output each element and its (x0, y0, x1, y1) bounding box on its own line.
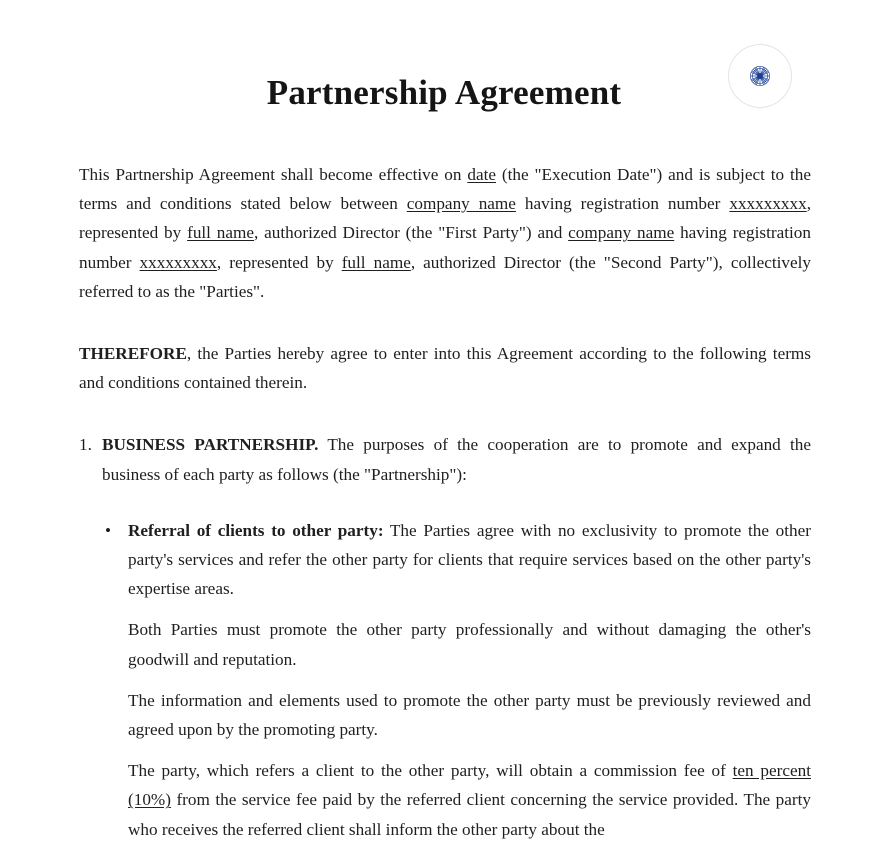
sub-paragraph-commission-wrap (79, 756, 811, 844)
bullet-1-heading: Referral of clients to other party: (128, 520, 384, 540)
intro-text-6: having registration number (79, 223, 811, 272)
spacer (79, 306, 811, 339)
sub-paragraph-goodwill: Both Parties must promote the other party professionally and without damaging the other's goodwill and reputation. (128, 620, 811, 669)
field-company-name-first[interactable]: company name (406, 194, 516, 214)
field-commission-percent[interactable]: ten percent (10%) (128, 761, 811, 810)
therefore-text: , the Parties hereby agree to enter into this Agreement according to the following terms and conditions contained therein. (79, 344, 811, 393)
commission-text-1: The party, which refers a client to the other party, will obtain a commission fee of (128, 761, 733, 781)
therefore-lead: THEREFORE (79, 344, 187, 364)
clause-1-text: The purposes of the cooperation are to promote and expand the business of each party as follows (the "Partnership"): (102, 435, 811, 484)
bullet-item-referral (79, 516, 811, 604)
intro-text-8: , authorized Director (the "Second Party"), collectively referred to as the "Parties". (79, 252, 811, 301)
bullet-1-paragraph (128, 516, 811, 604)
intro-text-3: having registration number (515, 194, 730, 214)
field-registration-number-first[interactable]: xxxxxxxxx (729, 194, 807, 214)
bullet-marker-icon: • (105, 520, 112, 540)
spacer (79, 603, 811, 615)
commission-text-2: from the service fee paid by the referred client concerning the service provided. The party who receives the referred client shall inform the other party about the (128, 790, 811, 839)
document-body (79, 160, 811, 844)
sub-paragraph-review: The information and elements used to promote the other party must be previously reviewed and agreed upon by the promoting party. (128, 690, 811, 740)
spacer (79, 744, 811, 756)
clause-1-heading: BUSINESS PARTNERSHIP. (102, 435, 319, 455)
sub-paragraph-review-wrap (79, 686, 811, 744)
intro-text-2: (the "Execution Date") and is subject to the terms and conditions stated below between (79, 165, 812, 214)
intro-text-5: , authorized Director (the "First Party") and (254, 223, 569, 243)
flag-band-saffron (729, 45, 791, 66)
clause-1-marker: 1. (79, 435, 92, 455)
field-full-name-second[interactable]: full name (341, 252, 411, 272)
sub-paragraph-commission (128, 756, 811, 844)
clause-1-paragraph (102, 430, 811, 488)
intro-text-1: This Partnership Agreement shall become effective on (79, 165, 468, 184)
field-date[interactable]: date (467, 165, 496, 184)
page-title: Partnership Agreement (266, 73, 622, 112)
intro-paragraph (79, 160, 811, 306)
sub-paragraph-goodwill-wrap (79, 615, 811, 673)
field-registration-number-second[interactable]: xxxxxxxxx (139, 252, 217, 272)
intro-text-7: , represented by (216, 252, 342, 272)
bullet-1-text: The Parties agree with no exclusivity to promote the other party's services and refer the other party for clients that require services based on the other party's expertise areas. (128, 520, 811, 599)
field-company-name-second[interactable]: company name (568, 223, 675, 243)
spacer (79, 397, 811, 430)
spacer (79, 489, 811, 516)
therefore-paragraph (79, 339, 811, 397)
clause-1 (79, 430, 811, 488)
field-full-name-first[interactable]: full name (187, 223, 255, 243)
intro-text-4: , represented by (79, 194, 811, 243)
spacer (79, 674, 811, 686)
